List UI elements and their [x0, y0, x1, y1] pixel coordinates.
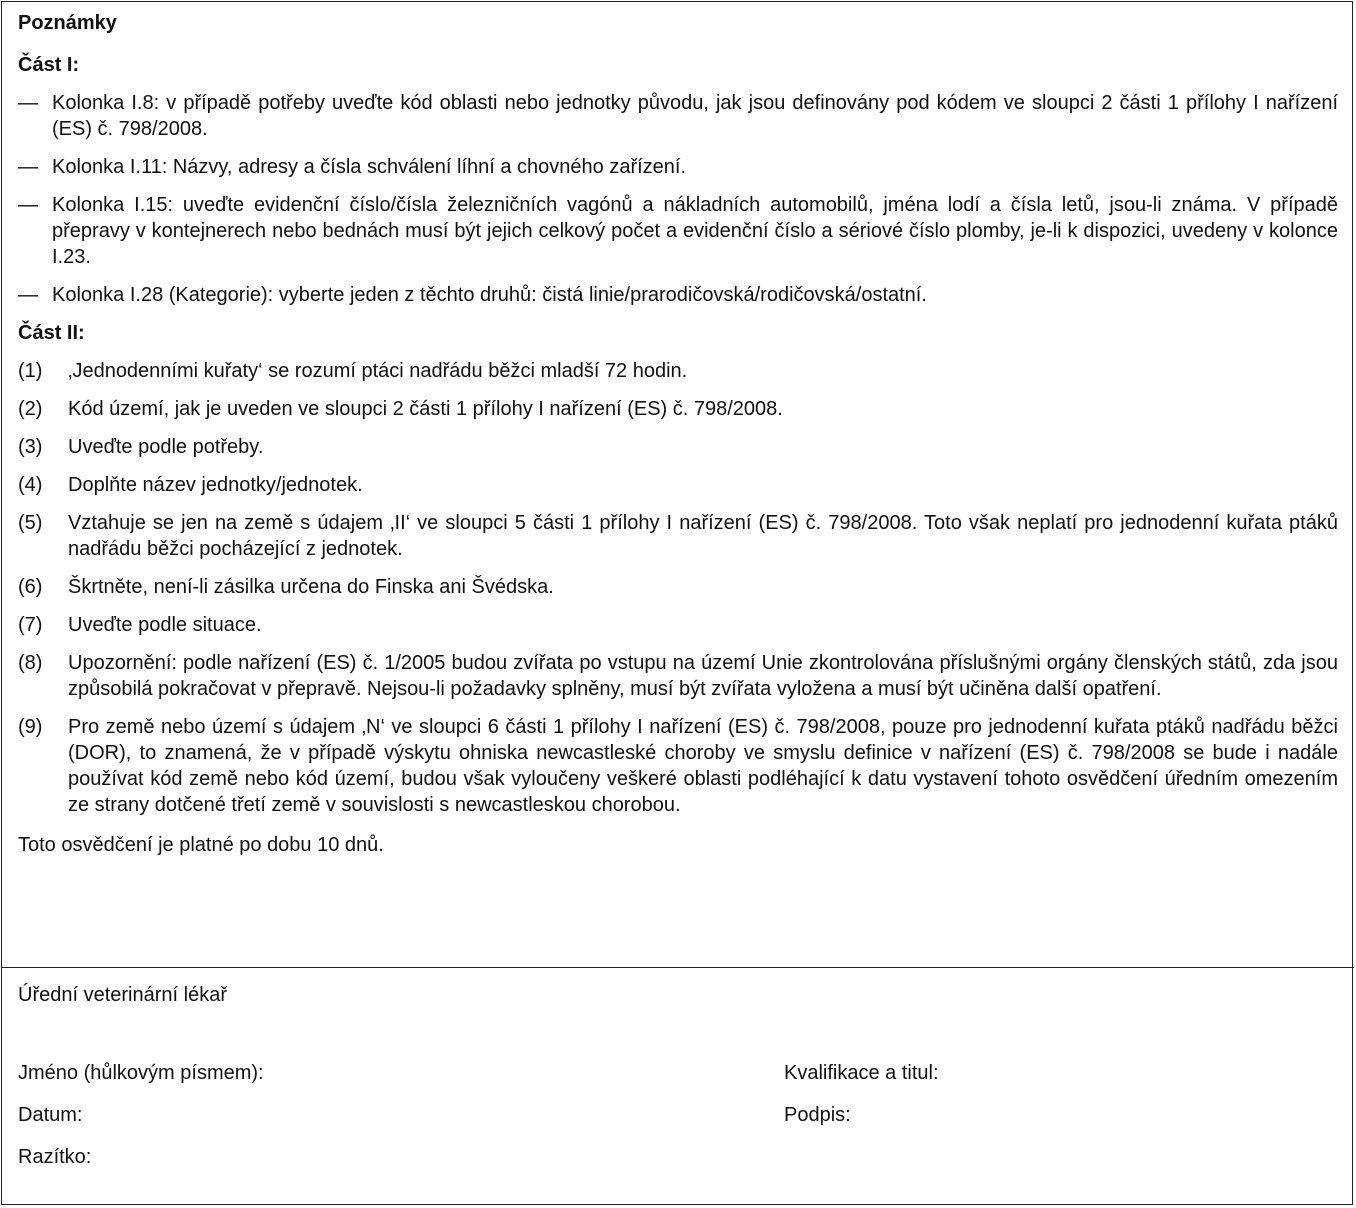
part2-item-text: Doplňte název jednotky/jednotek. [68, 474, 363, 496]
item-number: (2) [18, 398, 43, 420]
officer-title-row [18, 982, 1338, 1008]
stamp-label: Razítko: [18, 1146, 92, 1168]
part2-item [18, 574, 1338, 600]
part1-item-text: Kolonka I.15: uveďte evidenční číslo/čísla železničních vagónů a nákladních automobilů, jména lodí a čísla letů, jsou-li známa. V případě přepravy v kontejnerech nebo bednách musí být jejich celkový počet a evidenční číslo a sériové číslo plomby, je-li k dispozici, uvedeny v kolonce I.23. [52, 194, 1338, 268]
stamp-row [18, 1144, 1338, 1170]
dash-marker: — [18, 194, 38, 216]
part2-item [18, 434, 1338, 460]
signature-section [2, 968, 1354, 1204]
notes-section [2, 2, 1354, 968]
part2-item [18, 612, 1338, 638]
part2-item [18, 472, 1338, 498]
name-row [18, 1060, 1338, 1086]
part2-item [18, 396, 1338, 422]
part1-list [18, 90, 1338, 308]
date-label: Datum: [18, 1104, 83, 1126]
part2-item-text: ‚Jednodenními kuřaty‘ se rozumí ptáci nadřádu běžci mladší 72 hodin. [68, 360, 688, 382]
item-number: (5) [18, 512, 43, 534]
item-number: (7) [18, 614, 43, 636]
part2-item-text: Uveďte podle potřeby. [68, 436, 264, 458]
item-number: (8) [18, 652, 43, 674]
part2-heading: Část II: [18, 322, 85, 344]
part1-item-text: Kolonka I.28 (Kategorie): vyberte jeden z těchto druhů: čistá linie/prarodičovská/rodičovská/ostatní. [52, 284, 927, 306]
part2-item-text: Upozornění: podle nařízení (ES) č. 1/2005 budou zvířata po vstupu na území Unie zkontrolována příslušnými orgány členských států, zda jsou způsobilá pokračovat v přepravě. Nejsou-li požadavky splněny, musí být zvířata vyložena a musí být učiněna další opatření. [68, 652, 1338, 700]
notes-title: Poznámky [18, 12, 117, 34]
officer-title: Úřední veterinární lékař [18, 984, 227, 1006]
certificate-frame [1, 1, 1353, 1205]
part2-item-text: Uveďte podle situace. [68, 614, 262, 636]
part2-item-text: Škrtněte, není-li zásilka určena do Finska ani Švédska. [68, 576, 554, 598]
part2-item [18, 650, 1338, 702]
part1-item [18, 154, 1338, 180]
part1-item [18, 192, 1338, 270]
item-number: (3) [18, 436, 43, 458]
item-number: (6) [18, 576, 43, 598]
dash-marker: — [18, 284, 38, 306]
part2-item [18, 714, 1338, 818]
part2-item-text: Kód území, jak je uveden ve sloupci 2 části 1 přílohy I nařízení (ES) č. 798/2008. [68, 398, 783, 420]
part2-item-text: Vztahuje se jen na země s údajem ‚II‘ ve sloupci 5 části 1 přílohy I nařízení (ES) č. 798/2008. Toto však neplatí pro jednodenní kuřata ptáků nadřádu běžci pocházející z jednotek. [68, 512, 1338, 560]
qualification-label: Kvalifikace a titul: [784, 1062, 939, 1084]
item-number: (4) [18, 474, 43, 496]
part1-item-text: Kolonka I.11: Názvy, adresy a čísla schválení líhní a chovného zařízení. [52, 156, 687, 178]
part1-heading: Část I: [18, 54, 80, 76]
date-row [18, 1102, 1338, 1128]
part2-item [18, 358, 1338, 384]
item-number: (1) [18, 360, 43, 382]
item-number: (9) [18, 716, 43, 738]
signature-label: Podpis: [784, 1104, 851, 1126]
part2-item [18, 510, 1338, 562]
dash-marker: — [18, 156, 38, 178]
part2-list [18, 358, 1338, 818]
validity-note: Toto osvědčení je platné po dobu 10 dnů. [18, 834, 384, 856]
part1-item [18, 282, 1338, 308]
name-label: Jméno (hůlkovým písmem): [18, 1062, 264, 1084]
part2-item-text: Pro země nebo území s údajem ‚N‘ ve sloupci 6 části 1 přílohy I nařízení (ES) č. 798/2008, pouze pro jednodenní kuřata ptáků nadřádu běžci (DOR), to znamená, že v případě výskytu ohniska newcastleské choroby ve smyslu definice v nařízení (ES) č. 798/2008 se bude i nadále používat kód země nebo kód území, budou však vyloučeny veškeré oblasti podléhající k datu vystavení tohoto osvědčení úředním omezením ze strany dotčené třetí země v souvislosti s newcastleskou chorobou. [68, 716, 1338, 816]
part1-item-text: Kolonka I.8: v případě potřeby uveďte kód oblasti nebo jednotky původu, jak jsou definovány pod kódem ve sloupci 2 části 1 přílohy I nařízení (ES) č. 798/2008. [52, 92, 1338, 140]
dash-marker: — [18, 92, 38, 114]
part1-item [18, 90, 1338, 142]
